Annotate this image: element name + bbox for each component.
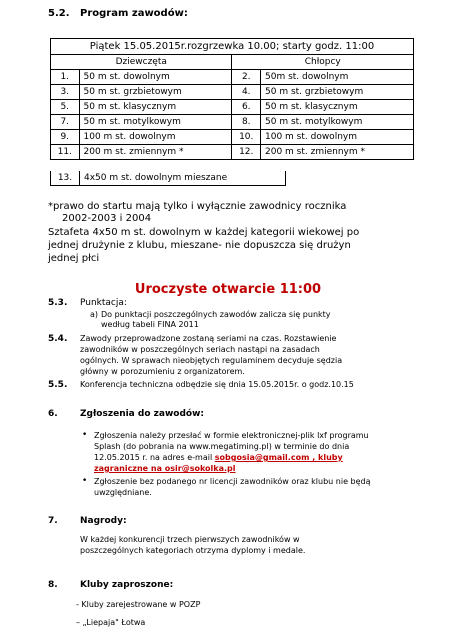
event-name: 50 m st. dowolnym xyxy=(79,70,232,85)
section-8-number: 8. xyxy=(48,580,58,590)
section-5-3-number: 5.3. xyxy=(48,298,68,308)
event-number: 4. xyxy=(232,85,261,100)
section-6-bullet-1-line-3: 12.05.2015 r. na adres e-mail xyxy=(94,453,215,462)
event-number: 2. xyxy=(232,70,261,85)
point-a-line-1: Do punktacji poszczególnych zawodów zalicza się punkty xyxy=(101,310,331,319)
event-name: 50 m st. grzbietowym xyxy=(79,85,232,100)
section-5-2-number: 5.2. xyxy=(48,8,70,19)
event-name: 4x50 m st. dowolnym mieszane xyxy=(84,173,228,183)
section-6-title: Zgłoszenia do zawodów: xyxy=(80,409,204,419)
boys-header: Chłopcy xyxy=(232,55,414,70)
club-item-2: – „Liepaja" Łotwa xyxy=(76,618,146,627)
section-5-4-line-1: Zawody przeprowadzone zostaną seriami na czas. Rozstawienie xyxy=(80,334,337,343)
point-a-line-2: według tabeli FINA 2011 xyxy=(101,320,199,329)
bullet-icon: • xyxy=(82,430,88,440)
event-name: 200 m st. zmiennym * xyxy=(261,145,414,160)
bullet-icon: • xyxy=(82,476,88,486)
table-row xyxy=(51,70,414,85)
email-link-1[interactable]: sobgosia@gmail.com , kluby xyxy=(214,453,343,462)
event-number: 13. xyxy=(51,171,80,185)
table-row xyxy=(51,115,414,130)
section-8-title: Kluby zaproszone: xyxy=(80,580,174,590)
note-line-4: jednej drużynie z klubu, mieszane- nie dopuszcza się drużyn xyxy=(48,240,351,251)
section-5-2-title: Program zawodów: xyxy=(80,8,188,19)
event-name: 50 m st. motylkowym xyxy=(79,115,232,130)
event-name: 100 m st. dowolnym xyxy=(79,130,232,145)
section-5-5-number: 5.5. xyxy=(48,380,68,390)
section-5-5-text: Konferencja techniczna odbędzie się dnia 15.05.2015r. o godz.10.15 xyxy=(80,380,354,389)
event-number: 7. xyxy=(51,115,80,130)
event-name: 50m st. dowolnym xyxy=(261,70,414,85)
section-7-number: 7. xyxy=(48,516,58,526)
program-table xyxy=(50,38,414,160)
table-row xyxy=(51,85,414,100)
note-line-2: 2002-2003 i 2004 xyxy=(62,213,152,224)
club-item-1: - Kluby zarejestrowane w POZP xyxy=(76,600,201,609)
table-header: Piątek 15.05.2015r.rozgrzewka 10.00; starty godz. 11:00 xyxy=(51,39,414,55)
event-name: 50 m st. motylkowym xyxy=(261,115,414,130)
table-row xyxy=(51,130,414,145)
section-6-bullet-2-line-1: Zgłoszenie bez podanego nr licencji zawodników oraz klubu nie będą xyxy=(94,477,371,486)
event-number: 5. xyxy=(51,100,80,115)
event-name: 50 m st. grzbietowym xyxy=(261,85,414,100)
table-row xyxy=(51,145,414,160)
table-row-relay xyxy=(50,171,286,186)
section-7-line-2: poszczególnych kategoriach otrzyma dyplomy i medale. xyxy=(80,546,306,555)
event-number: 9. xyxy=(51,130,80,145)
event-number: 3. xyxy=(51,85,80,100)
event-number: 12. xyxy=(232,145,261,160)
section-5-4-line-2: zawodników w poszczególnych seriach nastąpi na zasadach xyxy=(80,345,320,354)
section-6-bullet-1-line-1: Zgłoszenia należy przesłać w formie elektronicznej-plik lxf programu xyxy=(94,431,369,440)
section-5-4-number: 5.4. xyxy=(48,334,68,344)
event-number: 8. xyxy=(232,115,261,130)
section-5-3-title: Punktacja: xyxy=(80,298,127,308)
event-number: 6. xyxy=(232,100,261,115)
event-number: 11. xyxy=(51,145,80,160)
event-number: 10. xyxy=(232,130,261,145)
note-line-3: Sztafeta 4x50 m st. dowolnym w każdej kategorii wiekowej po xyxy=(48,227,360,238)
opening-ceremony: Uroczyste otwarcie 11:00 xyxy=(134,282,322,297)
event-number: 1. xyxy=(51,70,80,85)
event-name: 50 m st. klasycznym xyxy=(261,100,414,115)
event-name: 100 m st. dowolnym xyxy=(261,130,414,145)
section-7-line-1: W każdej konkurencji trzech pierwszych zawodników w xyxy=(80,535,300,544)
email-link-2[interactable]: zagraniczne na osir@sokolka.pl xyxy=(94,464,236,473)
section-5-4-line-3: ogólnych. W sprawach nieobjętych regulaminem decyduje sędzia xyxy=(80,356,343,365)
section-5-4-line-4: główny w porozumieniu z organizatorem. xyxy=(80,367,245,376)
section-6-bullet-2-line-2: uwzględniane. xyxy=(94,488,152,497)
section-6-number: 6. xyxy=(48,409,58,419)
section-6-bullet-1-line-2: Splash (do pobrania na www.megatiming.pl) w terminie do dnia xyxy=(94,442,350,451)
table-row xyxy=(51,100,414,115)
girls-header: Dziewczęta xyxy=(51,55,232,70)
point-a-label: a) xyxy=(90,310,99,319)
note-line-5: jednej płci xyxy=(48,253,100,264)
note-line-1: *prawo do startu mają tylko i wyłącznie zawodnicy rocznika xyxy=(48,201,347,212)
event-name: 50 m st. klasycznym xyxy=(79,100,232,115)
section-7-title: Nagrody: xyxy=(80,516,127,526)
event-name: 200 m st. zmiennym * xyxy=(79,145,232,160)
